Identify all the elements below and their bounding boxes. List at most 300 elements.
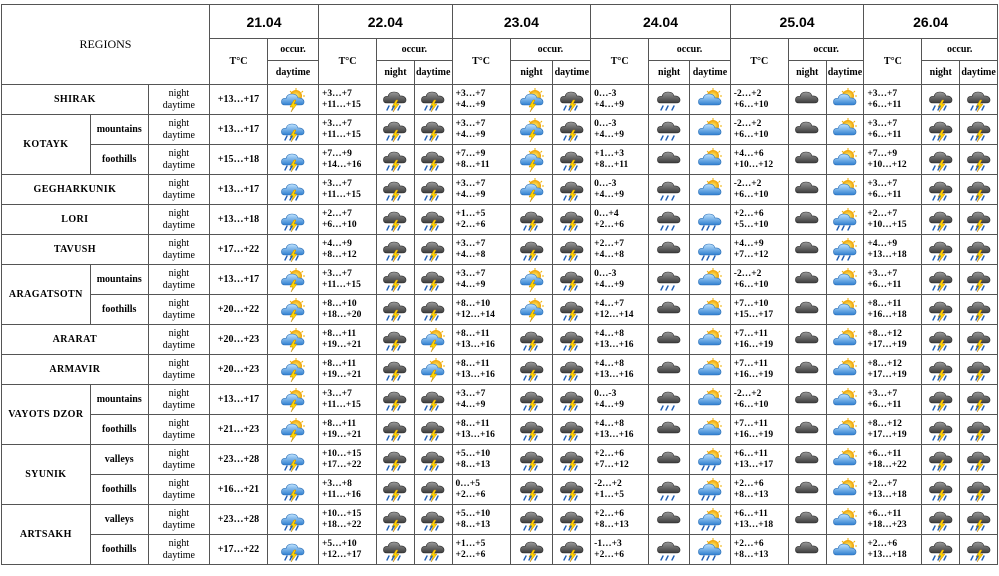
overcast-icon (656, 418, 682, 442)
temp-range: +16…+21 (209, 475, 267, 505)
weather-icon-cell (510, 115, 553, 145)
night-temp: +3…+7 (322, 388, 352, 399)
day-temp: +13…+16 (594, 339, 634, 350)
temp-range (864, 445, 922, 475)
night-label: night (168, 417, 190, 429)
day-temp: +8…+12 (322, 249, 357, 260)
night-thunder-icon (966, 418, 992, 442)
weather-icon-cell (826, 145, 864, 175)
daytime-label: daytime (162, 129, 195, 141)
day-temp: +6…+11 (867, 189, 902, 200)
day-temp: +4…+9 (594, 99, 624, 110)
weather-icon-cell (268, 85, 319, 115)
night-temp: +4…+9 (322, 238, 352, 249)
subregion-name: foothills (90, 415, 148, 445)
temp-range (319, 445, 377, 475)
weather-icon-cell (826, 385, 864, 415)
weather-icon-cell (553, 505, 591, 535)
weather-icon-cell (690, 145, 731, 175)
night-thunder-icon (559, 358, 585, 382)
night-temp: +3…+7 (322, 118, 352, 129)
night-label: night (168, 207, 190, 219)
day-temp: +17…+19 (867, 369, 907, 380)
snow-rain-icon (656, 178, 682, 202)
weather-icon-cell (553, 475, 591, 505)
day-temp: +18…+22 (867, 459, 907, 470)
day-temp: +6…+10 (733, 189, 769, 200)
temp-range (730, 295, 788, 325)
weather-icon-cell (922, 295, 960, 325)
day-temp: +13…+18 (867, 489, 907, 500)
temp-range (864, 385, 922, 415)
night-header: night (377, 61, 415, 85)
rain-thunder-icon (280, 148, 306, 172)
region-name: SHIRAK (2, 85, 149, 115)
day-temp: +6…+10 (733, 279, 769, 290)
night-temp: +3…+7 (455, 238, 486, 249)
day-temp: +5…+10 (733, 219, 769, 230)
night-temp: +3…+7 (322, 178, 352, 189)
temp-range: +15…+18 (209, 145, 267, 175)
weather-icon-cell (690, 295, 731, 325)
weather-icon-cell (826, 505, 864, 535)
night-temp: +7…+11 (733, 328, 768, 339)
date-header: 24.04 (591, 5, 731, 39)
weather-icon-cell (268, 265, 319, 295)
weather-icon-cell (414, 295, 452, 325)
weather-icon-cell (414, 505, 452, 535)
temp-range (591, 295, 649, 325)
snow-rain-icon (656, 118, 682, 142)
overcast-icon (656, 448, 682, 472)
sun-cloud-icon (697, 328, 723, 352)
weather-icon-cell (377, 205, 415, 235)
night-daytime-label (148, 205, 209, 235)
sun-cloud-icon (832, 418, 858, 442)
weather-icon-cell (268, 175, 319, 205)
night-thunder-icon (382, 208, 408, 232)
night-temp: +5…+10 (455, 448, 491, 459)
night-thunder-icon (559, 268, 585, 292)
table-row (2, 85, 998, 115)
temp-range (730, 205, 788, 235)
day-temp: +12…+14 (594, 309, 634, 320)
night-temp: +3…+7 (867, 88, 898, 99)
night-thunder-icon (420, 418, 446, 442)
daytime-header: daytime (960, 61, 998, 85)
night-temp: +3…+7 (455, 268, 486, 279)
temp-range (452, 385, 510, 415)
night-thunder-icon (382, 298, 408, 322)
night-thunder-icon (559, 118, 585, 142)
day-temp: +4…+9 (455, 129, 486, 140)
weather-icon-cell (690, 235, 731, 265)
night-thunder-icon (928, 178, 954, 202)
thunderstorm-sun-icon (280, 388, 306, 412)
temp-range (730, 235, 788, 265)
night-temp: +4…+8 (594, 418, 624, 429)
date-header: 25.04 (730, 5, 864, 39)
thunderstorm-sun-icon (519, 268, 545, 292)
subregion-name: mountains (90, 385, 148, 415)
temp-range (730, 385, 788, 415)
overcast-icon (656, 358, 682, 382)
weather-icon-cell (553, 415, 591, 445)
night-temp: +2…+6 (594, 448, 624, 459)
table-row (2, 175, 998, 205)
weather-icon-cell (788, 295, 826, 325)
night-thunder-icon (559, 418, 585, 442)
temp-range: +23…+28 (209, 445, 267, 475)
snow-rain-icon (656, 478, 682, 502)
night-thunder-icon (519, 328, 545, 352)
night-thunder-icon (966, 358, 992, 382)
night-thunder-icon (928, 238, 954, 262)
weather-icon-cell (649, 175, 690, 205)
weather-icon-cell (510, 505, 553, 535)
thunderstorm-sun-icon (420, 358, 446, 382)
day-temp: +13…+18 (733, 519, 774, 530)
night-header: night (922, 61, 960, 85)
sun-cloud-icon (697, 88, 723, 112)
night-temp: +3…+7 (867, 388, 898, 399)
night-label: night (168, 537, 190, 549)
night-thunder-icon (966, 118, 992, 142)
temp-range (591, 145, 649, 175)
thunderstorm-sun-icon (519, 88, 545, 112)
night-temp: +8…+11 (867, 298, 902, 309)
night-temp: +4…+9 (733, 238, 764, 249)
temp-range (452, 355, 510, 385)
temp-range: +17…+22 (209, 235, 267, 265)
night-temp: +1…+5 (455, 538, 486, 549)
weather-icon-cell (377, 475, 415, 505)
weather-icon-cell (826, 85, 864, 115)
night-thunder-icon (928, 448, 954, 472)
temp-range (591, 415, 649, 445)
temp-range: +13…+17 (209, 265, 267, 295)
overcast-icon (794, 238, 820, 262)
weather-icon-cell (788, 475, 826, 505)
day-temp: +8…+11 (594, 159, 629, 170)
weather-icon-cell (649, 85, 690, 115)
weather-icon-cell (826, 475, 864, 505)
night-thunder-icon (519, 238, 545, 262)
night-daytime-label (148, 145, 209, 175)
weather-icon-cell (510, 235, 553, 265)
daytime-label: daytime (162, 519, 195, 531)
weather-icon-cell (922, 145, 960, 175)
night-daytime-label (148, 325, 209, 355)
daytime-label: daytime (162, 489, 195, 501)
night-thunder-icon (559, 238, 585, 262)
subregion-name: foothills (90, 475, 148, 505)
weather-icon-cell (922, 265, 960, 295)
day-temp: +8…+13 (594, 519, 629, 530)
weather-icon-cell (553, 115, 591, 145)
night-label: night (168, 507, 190, 519)
weather-icon-cell (788, 235, 826, 265)
temp-range: +20…+23 (209, 355, 267, 385)
temp-range (319, 385, 377, 415)
temp-header: T°C (209, 39, 267, 85)
temp-range (319, 535, 377, 565)
occur-header: occur. (268, 39, 319, 61)
night-label: night (168, 147, 190, 159)
thunderstorm-sun-icon (519, 148, 545, 172)
overcast-icon (794, 538, 820, 562)
temp-range (319, 175, 377, 205)
occur-header: occur. (788, 39, 863, 61)
night-temp: +7…+10 (733, 298, 769, 309)
night-thunder-icon (420, 508, 446, 532)
snow-rain-icon (656, 268, 682, 292)
daytime-label: daytime (162, 159, 195, 171)
temp-range: +13…+17 (209, 385, 267, 415)
night-thunder-icon (420, 148, 446, 172)
night-thunder-icon (559, 478, 585, 502)
night-temp: 0…-3 (594, 268, 617, 279)
temp-range (452, 295, 510, 325)
day-temp: +15…+17 (733, 309, 774, 320)
temp-range (864, 85, 922, 115)
night-thunder-icon (420, 538, 446, 562)
temp-range (864, 145, 922, 175)
overcast-icon (794, 88, 820, 112)
night-thunder-icon (519, 358, 545, 382)
region-name: GEGHARKUNIK (2, 175, 149, 205)
weather-icon-cell (414, 115, 452, 145)
day-temp: +6…+11 (867, 279, 902, 290)
daytime-header: daytime (826, 61, 864, 85)
rain-thunder-icon (280, 178, 306, 202)
daytime-label: daytime (162, 399, 195, 411)
sun-cloud-icon (697, 388, 723, 412)
day-temp: +10…+15 (867, 219, 907, 230)
table-row (2, 115, 998, 145)
night-thunder-icon (382, 88, 408, 112)
weather-icon-cell (510, 145, 553, 175)
night-thunder-icon (928, 298, 954, 322)
day-temp: +6…+11 (867, 399, 902, 410)
night-thunder-icon (928, 328, 954, 352)
temp-header: T°C (319, 39, 377, 85)
overcast-icon (794, 508, 820, 532)
temp-range (452, 475, 510, 505)
sun-cloud-icon (697, 358, 723, 382)
night-thunder-icon (420, 208, 446, 232)
sun-cloud-icon (697, 178, 723, 202)
weather-icon-cell (268, 145, 319, 175)
temp-range (864, 355, 922, 385)
day-temp: +16…+19 (733, 429, 774, 440)
day-temp: +11…+15 (322, 399, 361, 410)
thunderstorm-sun-icon (519, 298, 545, 322)
weather-icon-cell (922, 205, 960, 235)
day-temp: +13…+18 (867, 549, 907, 560)
weather-icon-cell (553, 265, 591, 295)
day-temp: +11…+15 (322, 189, 361, 200)
weather-icon-cell (414, 205, 452, 235)
night-header: night (788, 61, 826, 85)
temp-range (864, 265, 922, 295)
night-thunder-icon (928, 268, 954, 292)
day-temp: +13…+16 (455, 429, 495, 440)
night-thunder-icon (966, 88, 992, 112)
weather-icon-cell (414, 145, 452, 175)
night-thunder-icon (928, 148, 954, 172)
weather-icon-cell (510, 535, 553, 565)
day-temp: +8…+13 (733, 489, 769, 500)
night-daytime-label (148, 175, 209, 205)
night-thunder-icon (519, 478, 545, 502)
temp-range (452, 445, 510, 475)
daytime-label: daytime (162, 219, 195, 231)
weather-icon-cell (826, 235, 864, 265)
weather-icon-cell (268, 205, 319, 235)
night-thunder-icon (966, 148, 992, 172)
daytime-label: daytime (162, 189, 195, 201)
weather-icon-cell (922, 385, 960, 415)
weather-icon-cell (510, 325, 553, 355)
weather-icon-cell (788, 145, 826, 175)
weather-icon-cell (960, 385, 998, 415)
thunderstorm-sun-icon (280, 268, 306, 292)
day-temp: +11…+15 (322, 129, 361, 140)
temp-range (452, 535, 510, 565)
weather-icon-cell (268, 505, 319, 535)
night-temp: +2…+7 (867, 208, 898, 219)
night-thunder-icon (420, 238, 446, 262)
region-name: LORI (2, 205, 149, 235)
night-thunder-icon (519, 448, 545, 472)
weather-icon-cell (414, 535, 452, 565)
weather-icon-cell (690, 535, 731, 565)
night-temp: +4…+9 (867, 238, 898, 249)
temp-range (730, 535, 788, 565)
weather-icon-cell (826, 535, 864, 565)
rain-sun-icon (697, 448, 723, 472)
daytime-header: daytime (414, 61, 452, 85)
temp-range (452, 265, 510, 295)
weather-icon-cell (553, 235, 591, 265)
weather-icon-cell (960, 235, 998, 265)
night-thunder-icon (382, 448, 408, 472)
night-temp: +10…+15 (322, 448, 362, 459)
occur-header: occur. (377, 39, 452, 61)
sun-cloud-icon (832, 328, 858, 352)
night-thunder-icon (928, 388, 954, 412)
temp-range (730, 115, 788, 145)
temp-range (591, 475, 649, 505)
night-temp: +2…+6 (733, 208, 764, 219)
temp-range (452, 145, 510, 175)
weather-icon-cell (414, 325, 452, 355)
day-temp: +8…+11 (455, 159, 490, 170)
day-temp: +11…+15 (322, 99, 361, 110)
weather-icon-cell (690, 115, 731, 145)
night-thunder-icon (382, 508, 408, 532)
weather-icon-cell (268, 325, 319, 355)
weather-icon-cell (922, 505, 960, 535)
weather-icon-cell (377, 445, 415, 475)
table-row (2, 385, 998, 415)
night-thunder-icon (559, 178, 585, 202)
night-temp: +10…+15 (322, 508, 362, 519)
day-temp: +4…+9 (594, 279, 624, 290)
thunderstorm-sun-icon (280, 328, 306, 352)
night-thunder-icon (382, 418, 408, 442)
occur-header: occur. (510, 39, 591, 61)
weather-icon-cell (826, 115, 864, 145)
weather-icon-cell (690, 385, 731, 415)
weather-icon-cell (960, 325, 998, 355)
day-temp: +13…+16 (594, 369, 634, 380)
night-thunder-icon (519, 388, 545, 412)
night-thunder-icon (928, 208, 954, 232)
night-thunder-icon (382, 388, 408, 412)
night-temp: +8…+11 (322, 328, 357, 339)
night-daytime-label (148, 385, 209, 415)
night-temp: +4…+8 (594, 358, 624, 369)
night-temp: +8…+10 (455, 298, 491, 309)
weather-icon-cell (377, 325, 415, 355)
table-row (2, 475, 998, 505)
night-thunder-icon (966, 508, 992, 532)
sun-cloud-icon (832, 448, 858, 472)
weather-icon-cell (553, 355, 591, 385)
night-thunder-icon (420, 298, 446, 322)
weather-icon-cell (788, 445, 826, 475)
weather-icon-cell (922, 115, 960, 145)
subregion-name: foothills (90, 295, 148, 325)
day-temp: +6…+10 (322, 219, 357, 230)
temp-range (319, 265, 377, 295)
weather-icon-cell (377, 355, 415, 385)
weather-icon-cell (414, 235, 452, 265)
temp-range (591, 385, 649, 415)
night-thunder-icon (382, 478, 408, 502)
weather-icon-cell (553, 85, 591, 115)
weather-icon-cell (268, 415, 319, 445)
weather-icon-cell (690, 475, 731, 505)
day-temp: +8…+13 (455, 459, 491, 470)
night-daytime-label (148, 235, 209, 265)
weather-icon-cell (788, 265, 826, 295)
night-temp: -2…+2 (733, 178, 762, 189)
weather-icon-cell (377, 115, 415, 145)
night-daytime-label (148, 115, 209, 145)
night-label: night (168, 297, 190, 309)
temp-range (319, 295, 377, 325)
night-temp: +3…+7 (455, 118, 486, 129)
rain-thunder-icon (280, 508, 306, 532)
sun-cloud-icon (832, 118, 858, 142)
subregion-name: foothills (90, 145, 148, 175)
day-temp: +19…+21 (322, 429, 362, 440)
night-temp: +2…+6 (594, 508, 624, 519)
night-temp: 0…-3 (594, 118, 617, 129)
weather-icon-cell (788, 505, 826, 535)
daytime-header: daytime (690, 61, 731, 85)
sun-cloud-icon (832, 268, 858, 292)
temp-range (452, 235, 510, 265)
temp-range (591, 235, 649, 265)
overcast-icon (794, 118, 820, 142)
night-thunder-icon (420, 118, 446, 142)
subregion-name: valleys (90, 445, 148, 475)
weather-icon-cell (690, 325, 731, 355)
